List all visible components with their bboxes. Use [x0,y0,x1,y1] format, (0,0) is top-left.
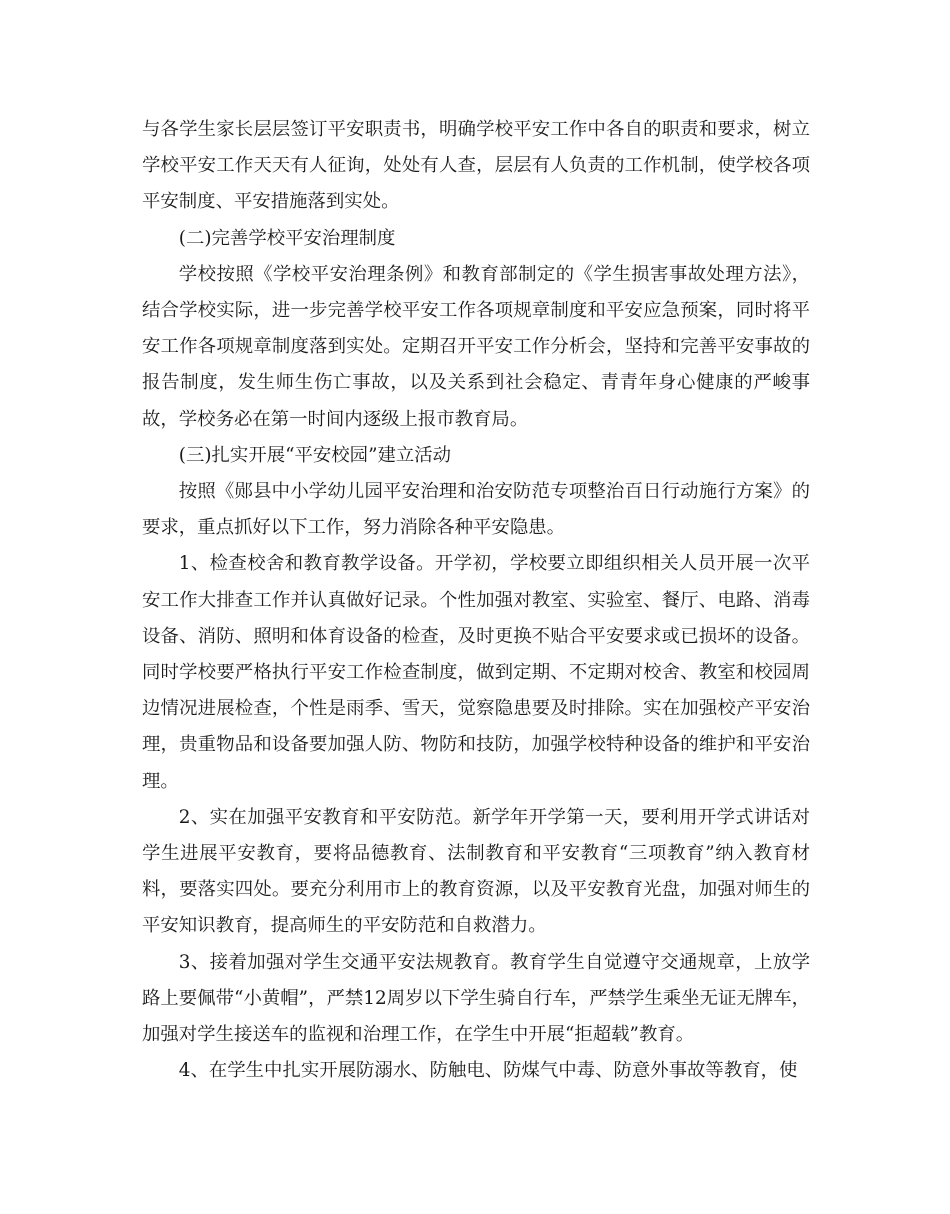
paragraph-item-2: 2、实在加强平安教育和平安防范。新学年开学第一天，要利用开学式讲话对学生进展平安教育，要将品德教育、法制教育和平安教育“三项教育”纳入教育材料，要落实四处。要充分利用市上的教育资源，以及平安教育光盘，加强对师生的平安知识教育，提高师生的平安防范和自救潜力。 [142,806,810,937]
paragraph-safety-rules: 学校按照《学校平安治理条例》和教育部制定的《学生损害事故处理方法》，结合学校实际，进一步完善学校平安工作各项规章制度和平安应急预案，同时将平安工作各项规章制度落到实处。定期召开平安工作分析会，坚持和完善平安事故的报告制度，发生师生伤亡事故，以及关系到社会稳定、青青年身心健康的严峻事故，学校务必在第一时间内逐级上报市教育局。 [142,263,810,430]
paragraph-item-3: 3、接着加强对学生交通平安法规教育。教育学生自觉遵守交通规章，上放学路上要佩带“小黄帽”，严禁12周岁以下学生骑自行车，严禁学生乘坐无证无牌车，加强对学生接送车的监视和治理工作，在学生中开展“拒超载”教育。 [142,951,810,1046]
paragraph-action-plan: 按照《郧县中小学幼儿园平安治理和治安防范专项整治百日行动施行方案》的要求，重点抓好以下工作，努力消除各种平安隐患。 [142,481,810,539]
paragraph-item-1: 1、检查校舍和教育教学设备。开学初，学校要立即组织相关人员开展一次平安工作大排查工作并认真做好记录。个性加强对教室、实验室、餐厅、电路、消毒设备、消防、照明和体育设备的检查，及时更换不贴合平安要求或已损坏的设备。同时学校要严格执行平安工作检查制度，做到定期、不定期对校舍、教室和校园周边情况进展检查，个性是雨季、雪天，觉察隐患要及时排除。实在加强校产平安治理，贵重物品和设备要加强人防、物防和技防，加强学校特种设备的维护和平安治理。 [142,553,810,792]
section-heading-3: (三)扎实开展“平安校园”建立活动 [178,444,452,466]
paragraph-item-4: 4、在学生中扎实开展防溺水、防触电、防煤气中毒、防意外事故等教育，使 [178,1060,798,1082]
section-heading-2: (二)完善学校平安治理制度 [178,227,396,249]
document-body [142,112,810,1089]
paragraph-intro-continued: 与各学生家长层层签订平安职责书，明确学校平安工作中各自的职责和要求，树立学校平安工作天天有人征询，处处有人查，层层有人负责的工作机制，使学校各项平安制度、平安措施落到实处。 [142,119,810,213]
